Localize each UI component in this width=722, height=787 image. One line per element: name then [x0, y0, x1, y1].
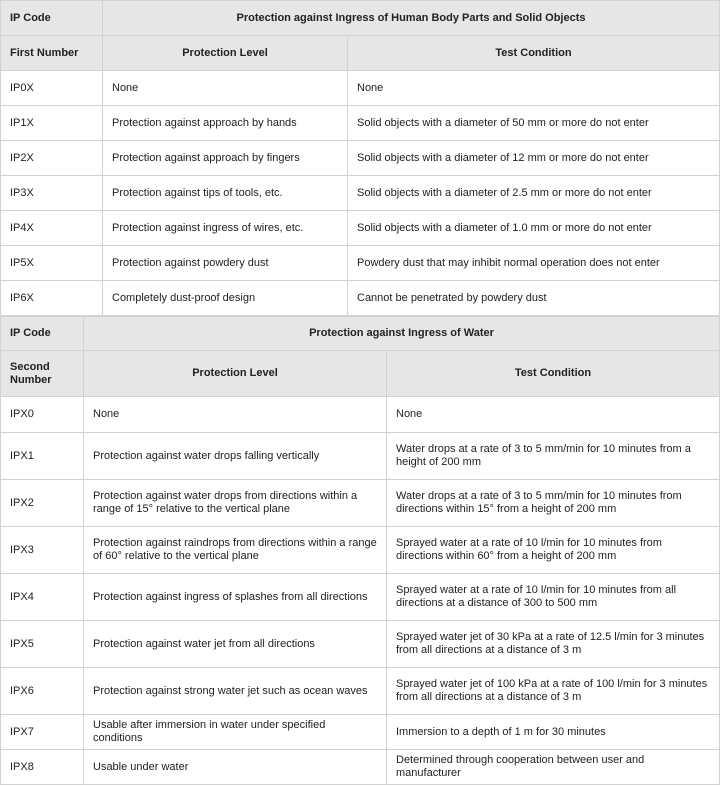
ip-code-cell: IPX7	[1, 715, 84, 750]
test-condition-cell: Cannot be penetrated by powdery dust	[348, 281, 720, 316]
ip-code-cell: IPX8	[1, 750, 84, 785]
table-row	[1, 176, 720, 211]
first-number-header: First Number	[1, 36, 103, 71]
ip-code-cell: IPX0	[1, 397, 84, 433]
table-row	[1, 281, 720, 316]
ip-code-cell: IPX3	[1, 527, 84, 574]
test-condition-header: Test Condition	[348, 36, 720, 71]
ip-code-cell: IP3X	[1, 176, 103, 211]
ip-code-cell: IPX4	[1, 574, 84, 621]
test-condition-cell: Water drops at a rate of 3 to 5 mm/min for 10 minutes from a height of 200 mm	[387, 433, 720, 480]
table-row	[1, 480, 720, 527]
table-row	[1, 750, 720, 785]
protection-level-cell: None	[84, 397, 387, 433]
test-condition-cell: Solid objects with a diameter of 12 mm or more do not enter	[348, 141, 720, 176]
water-column-header-row	[1, 351, 720, 397]
table-row	[1, 433, 720, 480]
table-row	[1, 527, 720, 574]
protection-level-cell: Protection against powdery dust	[103, 246, 348, 281]
water-table	[0, 316, 720, 785]
ip-code-cell: IP5X	[1, 246, 103, 281]
protection-level-cell: Protection against water jet from all directions	[84, 621, 387, 668]
ip-code-cell: IP2X	[1, 141, 103, 176]
test-condition-cell: None	[387, 397, 720, 433]
ip-code-cell: IP0X	[1, 71, 103, 106]
test-condition-cell: Sprayed water at a rate of 10 l/min for 10 minutes from all directions at a distance of 300 to 500 mm	[387, 574, 720, 621]
water-title-row	[1, 317, 720, 351]
protection-level-cell: Protection against water drops falling vertically	[84, 433, 387, 480]
test-condition-cell: Determined through cooperation between user and manufacturer	[387, 750, 720, 785]
table-row	[1, 668, 720, 715]
protection-level-cell: Completely dust-proof design	[103, 281, 348, 316]
protection-level-cell: Protection against ingress of wires, etc.	[103, 211, 348, 246]
protection-level-cell: Usable under water	[84, 750, 387, 785]
table-row	[1, 397, 720, 433]
test-condition-cell: Water drops at a rate of 3 to 5 mm/min for 10 minutes from directions within 15° from a height of 200 mm	[387, 480, 720, 527]
table-row	[1, 141, 720, 176]
protection-level-cell: Protection against ingress of splashes from all directions	[84, 574, 387, 621]
protection-level-cell: Protection against strong water jet such as ocean waves	[84, 668, 387, 715]
protection-level-cell: Protection against approach by fingers	[103, 141, 348, 176]
protection-level-header: Protection Level	[103, 36, 348, 71]
ip-code-cell: IPX1	[1, 433, 84, 480]
solid-objects-table	[0, 0, 720, 316]
ip-code-cell: IP6X	[1, 281, 103, 316]
table-row	[1, 106, 720, 141]
solid-table-title: Protection against Ingress of Human Body Parts and Solid Objects	[103, 1, 720, 36]
protection-level-cell: Usable after immersion in water under specified conditions	[84, 715, 387, 750]
water-table-title: Protection against Ingress of Water	[84, 317, 720, 351]
test-condition-cell: Solid objects with a diameter of 1.0 mm or more do not enter	[348, 211, 720, 246]
table-row	[1, 574, 720, 621]
ip-code-cell: IPX2	[1, 480, 84, 527]
protection-level-cell: Protection against approach by hands	[103, 106, 348, 141]
solid-title-row	[1, 1, 720, 36]
table-row	[1, 715, 720, 750]
protection-level-cell: Protection against raindrops from directions within a range of 60° relative to the vertical plane	[84, 527, 387, 574]
protection-level-header: Protection Level	[84, 351, 387, 397]
ip-code-cell: IPX5	[1, 621, 84, 668]
test-condition-cell: Solid objects with a diameter of 50 mm or more do not enter	[348, 106, 720, 141]
ip-code-header: IP Code	[1, 1, 103, 36]
protection-level-cell: Protection against tips of tools, etc.	[103, 176, 348, 211]
test-condition-cell: Sprayed water jet of 30 kPa at a rate of 12.5 l/min for 3 minutes from all directions at a distance of 3 m	[387, 621, 720, 668]
second-number-header: Second Number	[1, 351, 84, 397]
test-condition-cell: None	[348, 71, 720, 106]
table-row	[1, 71, 720, 106]
protection-level-cell: Protection against water drops from directions within a range of 15° relative to the vertical plane	[84, 480, 387, 527]
test-condition-cell: Solid objects with a diameter of 2.5 mm or more do not enter	[348, 176, 720, 211]
protection-level-cell: None	[103, 71, 348, 106]
test-condition-cell: Sprayed water at a rate of 10 l/min for 10 minutes from directions within 60° from a height of 200 mm	[387, 527, 720, 574]
table-row	[1, 246, 720, 281]
ip-code-cell: IP4X	[1, 211, 103, 246]
test-condition-cell: Immersion to a depth of 1 m for 30 minutes	[387, 715, 720, 750]
table-row	[1, 211, 720, 246]
test-condition-cell: Sprayed water jet of 100 kPa at a rate of 100 l/min for 3 minutes from all directions at a distance of 3 m	[387, 668, 720, 715]
test-condition-cell: Powdery dust that may inhibit normal operation does not enter	[348, 246, 720, 281]
ip-code-header: IP Code	[1, 317, 84, 351]
solid-column-header-row	[1, 36, 720, 71]
table-row	[1, 621, 720, 668]
test-condition-header: Test Condition	[387, 351, 720, 397]
ip-code-cell: IPX6	[1, 668, 84, 715]
ip-code-cell: IP1X	[1, 106, 103, 141]
